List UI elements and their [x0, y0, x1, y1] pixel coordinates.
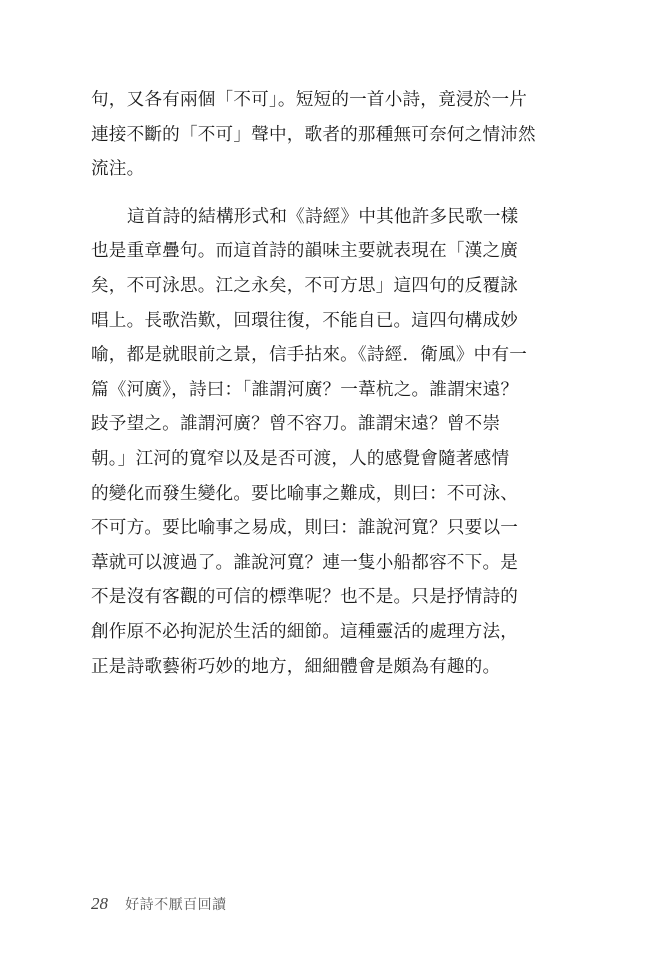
- text-line: 也是重章疊句。而這首詩的韻味主要就表現在「漢之廣: [91, 241, 519, 262]
- body-text: [91, 83, 561, 684]
- text-line: 跂予望之。誰謂河廣？曾不容刀。誰謂宋遠？曾不崇: [91, 414, 501, 435]
- text-line: 句，又各有兩個「不可」。短短的一首小詩，竟浸於一片: [91, 90, 528, 110]
- text-line: 唱上。長歌浩歎，回環往復，不能自已。這四句構成妙: [91, 310, 519, 331]
- text-line: 不可方。要比喻事之易成，則曰：誰說河寬？只要以一: [91, 518, 519, 539]
- text-line: 不是沒有客觀的可信的標準呢？也不是。只是抒情詩的: [91, 587, 519, 608]
- text-line: 創作原不必拘泥於生活的細節。這種靈活的處理方法，: [91, 621, 519, 642]
- text-line: 喻，都是就眼前之景，信手拈來。《詩經．衛風》中有一: [91, 345, 528, 366]
- text-line: 篇《河廣》，詩曰：「誰謂河廣？一葦杭之。誰謂宋遠？: [91, 379, 519, 400]
- text-line: 正是詩歌藝術巧妙的地方，細細體會是頗為有趣的。: [91, 656, 501, 677]
- page-footer: [91, 893, 227, 915]
- text-line: 朝。」江河的寬窄以及是否可渡，人的感覺會隨著感情: [91, 448, 510, 469]
- text-line: 流注。: [91, 159, 145, 180]
- text-line: 葦就可以渡過了。誰說河寬？連一隻小船都容不下。是: [91, 552, 519, 573]
- paragraph-1: [91, 83, 561, 187]
- text-line: 連接不斷的「不可」聲中，歌者的那種無可奈何之情沛然: [91, 124, 536, 145]
- paragraph-2: [91, 200, 561, 684]
- text-line: 的變化而發生變化。要比喻事之難成，則曰：不可泳、: [91, 483, 519, 504]
- page-number: 28: [91, 894, 108, 913]
- text-line: 矣，不可泳思。江之永矣，不可方思」這四句的反覆詠: [91, 275, 519, 296]
- text-line: 這首詩的結構形式和《詩經》中其他許多民歌一樣: [127, 206, 519, 227]
- book-title: 好詩不厭百回讀: [125, 897, 227, 913]
